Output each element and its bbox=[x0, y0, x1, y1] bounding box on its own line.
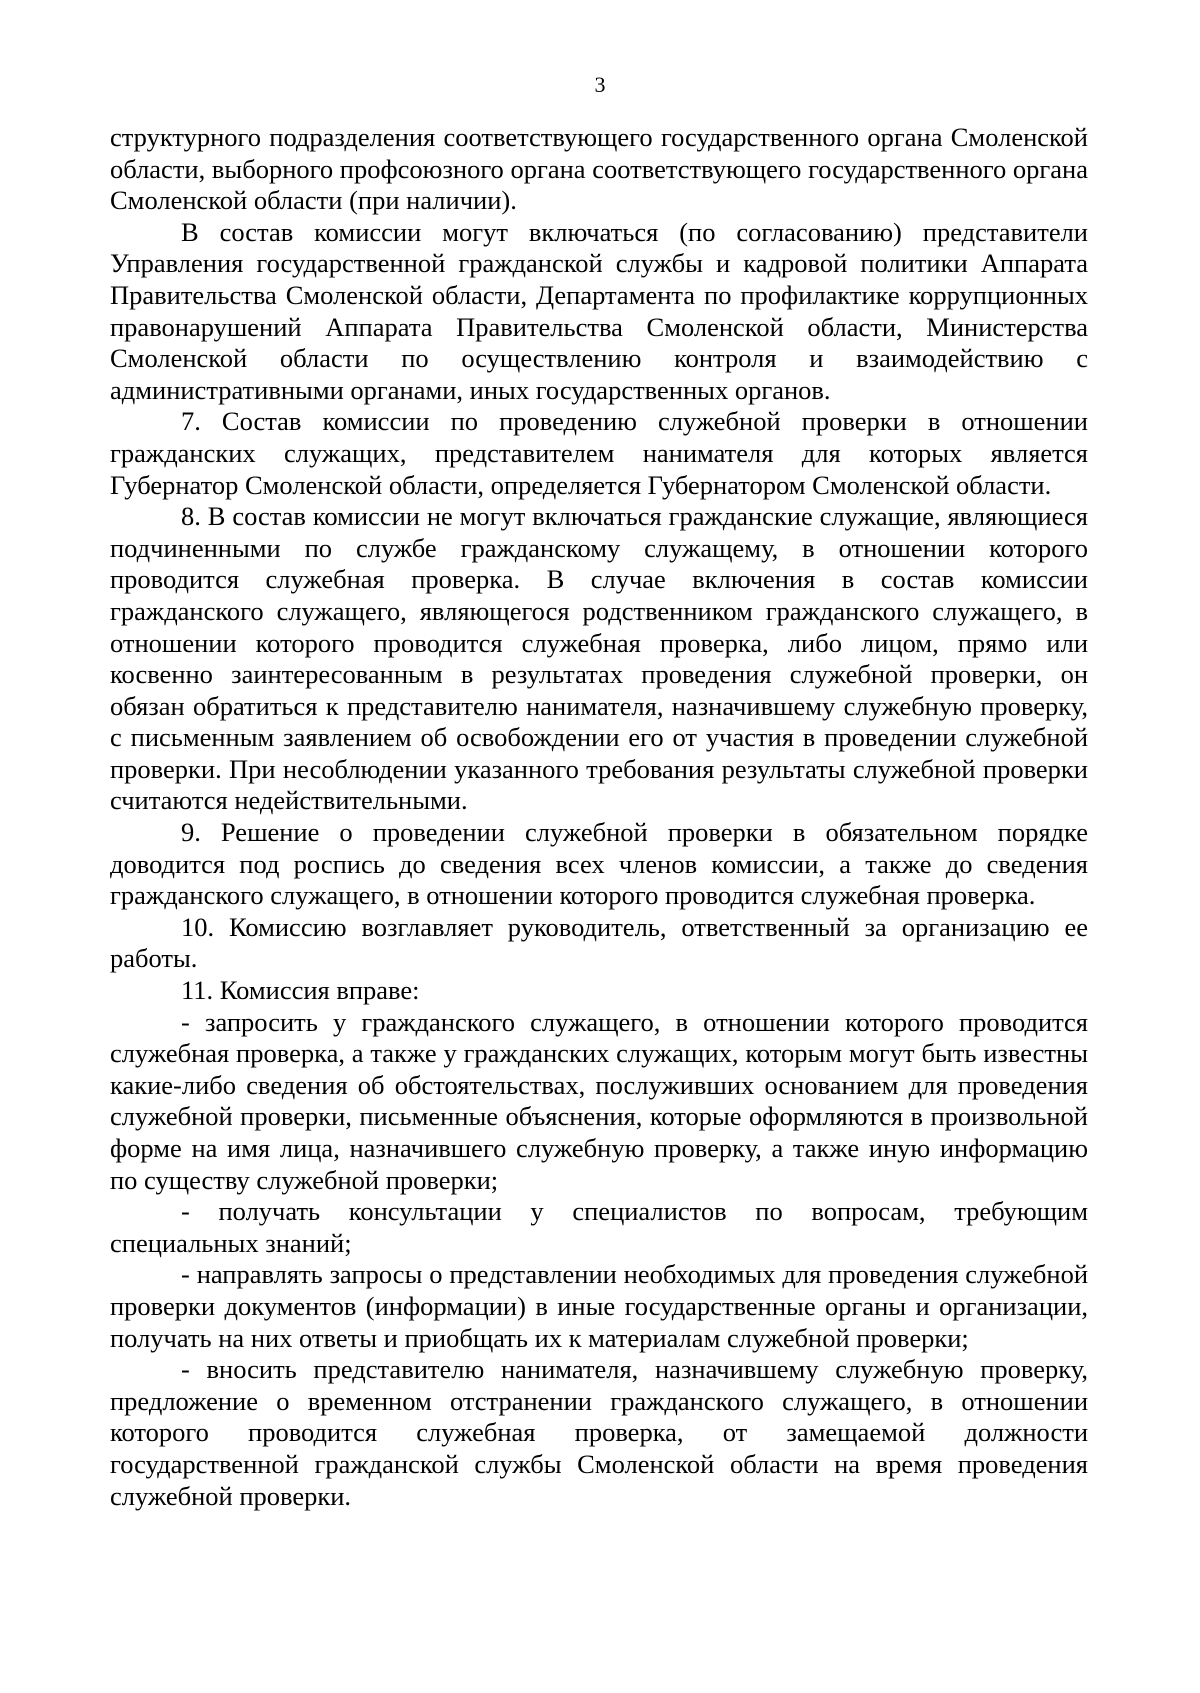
paragraph-commission-members: В состав комиссии могут включаться (по согласованию) представители Управления государственной гражданской службы и кадровой политики Аппарата Правительства Смоленской области, Департамента по профилактике коррупционных правонарушений Аппарата Правительства Смоленской области, Министерства Смоленской области по осуществлению контроля и взаимодействию с административными органами, иных государственных органов. bbox=[110, 216, 1088, 405]
paragraph-item-7: 7. Состав комиссии по проведению служебной проверки в отношении гражданских служащих, представителем нанимателя для которых является Губернатор Смоленской области, определяется Губернатором Смоленской области. bbox=[110, 406, 1088, 500]
list-item-consultations: - получать консультации у специалистов по вопросам, требующим специальных знаний; bbox=[110, 1196, 1088, 1258]
paragraph-item-10: 10. Комиссию возглавляет руководитель, ответственный за организацию ее работы. bbox=[110, 911, 1088, 974]
list-item-send-requests: - направлять запросы о представлении необходимых для проведения служебной проверки документов (информации) в иные государственные органы и организации, получать на них ответы и приобщать их к материалам служебной проверки; bbox=[110, 1259, 1088, 1353]
paragraph-item-11: 11. Комиссия вправе: bbox=[181, 975, 420, 1006]
paragraph-continuation: структурного подразделения соответствующего государственного органа Смоленской области, выборного профсоюзного органа соответствующего государственного органа Смоленской области (при наличии). bbox=[110, 122, 1088, 216]
list-item-request-explanations: - запросить у гражданского служащего, в отношении которого проводится служебная проверка, а также у гражданских служащих, которым могут быть известны какие-либо сведения об обстоятельствах, послуживших основанием для проведения служебной проверки, письменные объяснения, которые оформляются в произвольной форме на имя лица, назначившего служебную проверку, а также иную информацию по существу служебной проверки; bbox=[110, 1006, 1088, 1195]
document-body bbox=[110, 122, 1088, 1512]
list-item-suspension-proposal: - вносить представителю нанимателя, назначившему служебную проверку, предложение о временном отстранении гражданского служащего, в отношении которого проводится служебная проверка, от замещаемой должности государственной гражданской службы Смоленской области на время проведения служебной проверки. bbox=[110, 1354, 1088, 1511]
paragraph-item-8: 8. В состав комиссии не могут включаться гражданские служащие, являющиеся подчиненными по службе гражданскому служащему, в отношении которого проводится служебная проверка. В случае включения в состав комиссии гражданского служащего, являющегося родственником гражданского служащего, в отношении которого проводится служебная проверка, либо лицом, прямо или косвенно заинтересованным в результатах проведения служебной проверки, он обязан обратиться к представителю нанимателя, назначившему служебную проверку, с письменным заявлением об освобождении его от участия в проведении служебной проверки. При несоблюдении указанного требования результаты служебной проверки считаются недействительными. bbox=[110, 501, 1088, 816]
paragraph-item-9: 9. Решение о проведении служебной проверки в обязательном порядке доводится под роспись до сведения всех членов комиссии, а также до сведения гражданского служащего, в отношении которого проводится служебная проверка. bbox=[110, 817, 1088, 911]
page-number: 3 bbox=[594, 72, 606, 97]
